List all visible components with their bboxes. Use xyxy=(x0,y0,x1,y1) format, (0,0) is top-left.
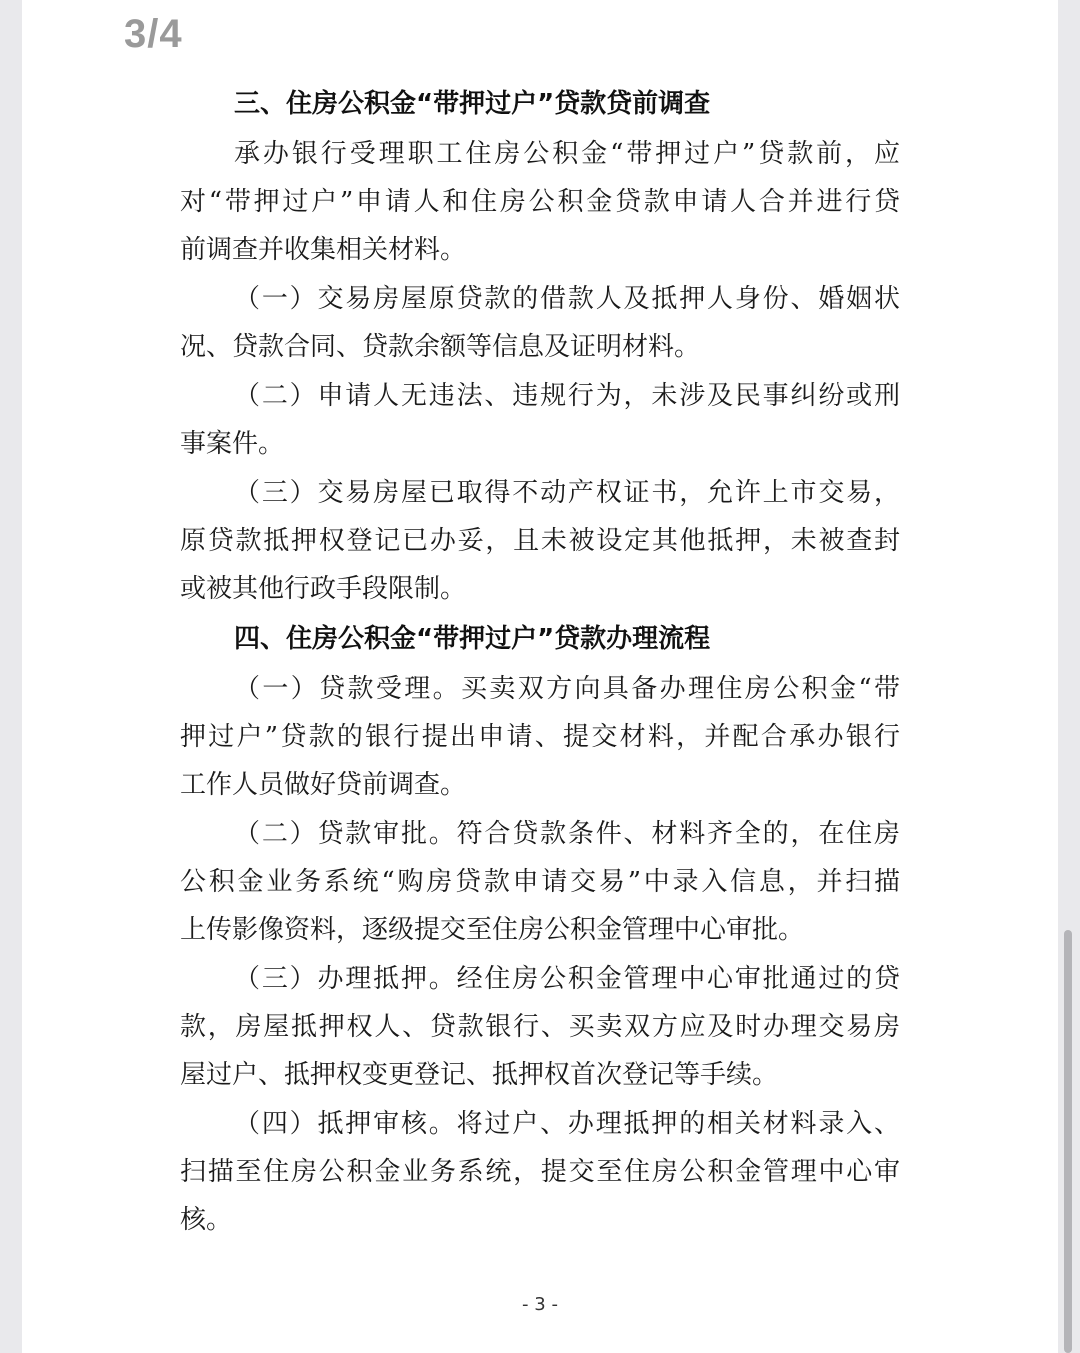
paragraph-line: 扫描至住房公积金业务系统，提交至住房公积金管理中心审 xyxy=(180,1157,900,1187)
paragraph-line: （二）贷款审批。符合贷款条件、材料齐全的，在住房 xyxy=(234,819,900,849)
section-heading-4: 四、住房公积金“带押过户”贷款办理流程 xyxy=(234,624,711,654)
vertical-scrollbar[interactable] xyxy=(1064,930,1072,1353)
paragraph-line: （四）抵押审核。将过户、办理抵押的相关材料录入、 xyxy=(234,1109,900,1139)
paragraph-line: 原贷款抵押权登记已办妥，且未被设定其他抵押，未被查封 xyxy=(180,526,900,556)
paragraph-line: 公积金业务系统“购房贷款申请交易”中录入信息，并扫描 xyxy=(180,867,900,897)
paragraph-line: 事案件。 xyxy=(180,429,285,459)
paragraph-line: （一）贷款受理。买卖双方向具备办理住房公积金“带 xyxy=(234,674,900,704)
paragraph-line: 上传影像资料，逐级提交至住房公积金管理中心审批。 xyxy=(180,915,805,945)
page-counter: 3/4 xyxy=(124,12,183,56)
paragraph-line: 承办银行受理职工住房公积金“带押过户”贷款前，应 xyxy=(234,139,900,169)
paragraph-line: 或被其他行政手段限制。 xyxy=(180,574,467,604)
paragraph-line: 核。 xyxy=(180,1205,233,1235)
paragraph-line: 况、贷款合同、贷款余额等信息及证明材料。 xyxy=(180,332,701,362)
paragraph-line: （三）交易房屋已取得不动产权证书，允许上市交易， xyxy=(234,478,900,508)
paragraph-line: 对“带押过户”申请人和住房公积金贷款申请人合并进行贷 xyxy=(180,187,900,217)
paragraph-line: （一）交易房屋原贷款的借款人及抵押人身份、婚姻状 xyxy=(234,284,900,314)
section-heading-3: 三、住房公积金“带押过户”贷款贷前调查 xyxy=(234,89,711,119)
page-number: - 3 - xyxy=(522,1294,558,1315)
paragraph-line: 款，房屋抵押权人、贷款银行、买卖双方应及时办理交易房 xyxy=(180,1012,900,1042)
paragraph-line: 工作人员做好贷前调查。 xyxy=(180,770,467,800)
paragraph-line: 屋过户、抵押权变更登记、抵押权首次登记等手续。 xyxy=(180,1060,779,1090)
paragraph-line: 前调查并收集相关材料。 xyxy=(180,235,467,265)
paragraph-line: （二）申请人无违法、违规行为，未涉及民事纠纷或刑 xyxy=(234,381,900,411)
paragraph-line: 押过户”贷款的银行提出申请、提交材料，并配合承办银行 xyxy=(180,722,900,752)
paragraph-line: （三）办理抵押。经住房公积金管理中心审批通过的贷 xyxy=(234,964,900,994)
